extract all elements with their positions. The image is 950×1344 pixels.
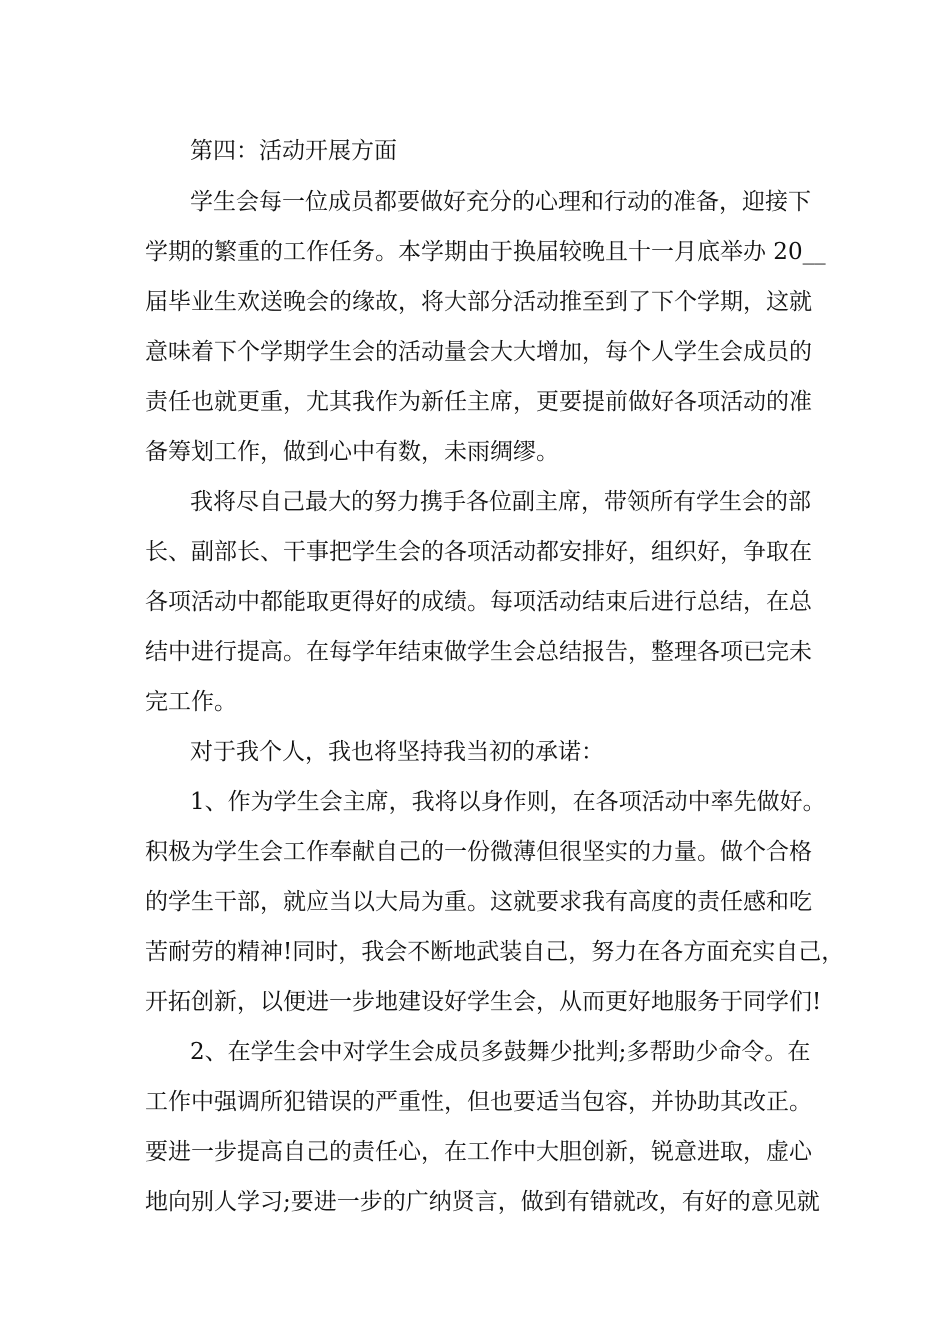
paragraph-line: 要进一步提高自己的责任心，在工作中大胆创新，锐意进取，虚心 xyxy=(145,1139,812,1165)
paragraph-line: 各项活动中都能取更得好的成绩。每项活动结束后进行总结，在总 xyxy=(145,589,812,615)
paragraph-line: 责任也就更重，尤其我作为新任主席，更要提前做好各项活动的准 xyxy=(145,389,812,415)
paragraph-line: 备筹划工作，做到心中有数，未雨绸缪。 xyxy=(145,439,559,465)
list-item-1-line: 1、作为学生会主席，我将以身作则，在各项活动中率先做好。 xyxy=(190,789,826,815)
paragraph-line: 的学生干部，就应当以大局为重。这就要求我有高度的责任感和吃 xyxy=(145,889,812,915)
paragraph-line: 工作中强调所犯错误的严重性，但也要适当包容，并协助其改正。 xyxy=(145,1089,812,1115)
paragraph-line: 地向别人学习;要进一步的广纳贤言，做到有错就改，有好的意见就 xyxy=(145,1189,820,1215)
list-item-2-line: 2、在学生会中对学生会成员多鼓舞少批判;多帮助少命令。在 xyxy=(190,1039,811,1065)
paragraph-line: 苦耐劳的精神!同时，我会不断地武装自己，努力在各方面充实自己， xyxy=(145,939,845,965)
section-heading: 第四：活动开展方面 xyxy=(190,138,397,164)
paragraph-line: 我将尽自己最大的努力携手各位副主席，带领所有学生会的部 xyxy=(190,489,811,515)
paragraph-line: 意味着下个学期学生会的活动量会大大增加，每个人学生会成员的 xyxy=(145,339,812,365)
paragraph-line: 完工作。 xyxy=(145,689,237,715)
paragraph-line: 届毕业生欢送晚会的缘故，将大部分活动推至到了下个学期，这就 xyxy=(145,289,812,315)
paragraph-line: 对于我个人，我也将坚持我当初的承诺： xyxy=(190,739,604,765)
paragraph-line: 结中进行提高。在每学年结束做学生会总结报告，整理各项已完未 xyxy=(145,639,812,665)
paragraph-line: 积极为学生会工作奉献自己的一份微薄但很坚实的力量。做个合格 xyxy=(145,839,812,865)
paragraph-line: 开拓创新，以便进一步地建设好学生会，从而更好地服务于同学们! xyxy=(145,989,822,1015)
paragraph-line: 学期的繁重的工作任务。本学期由于换届较晚且十一月底举办 20__ xyxy=(145,239,826,265)
paragraph-line: 长、副部长、干事把学生会的各项活动都安排好，组织好，争取在 xyxy=(145,539,812,565)
paragraph-line: 学生会每一位成员都要做好充分的心理和行动的准备，迎接下 xyxy=(190,189,811,215)
